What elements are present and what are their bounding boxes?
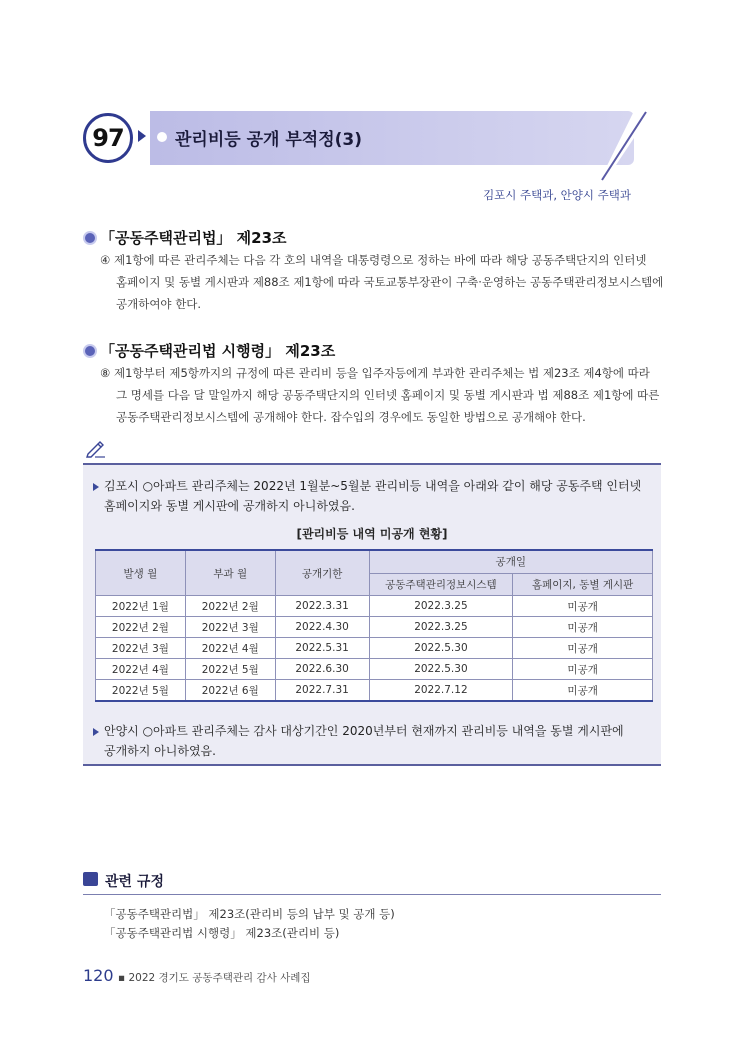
footer-text: ▪ 2022 경기도 공동주택관리 감사 사례집 [118, 972, 311, 984]
table-cell: 2022년 5월 [185, 659, 275, 680]
pen-note-icon [86, 440, 106, 458]
table-row [96, 659, 653, 680]
bullet-dot-icon [157, 132, 167, 142]
law-icon [83, 231, 97, 245]
section-line: ④ 제1항에 따른 관리주체는 다음 각 호의 내역을 대통령령으로 정하는 바에 따라 해당 공동주택단지의 인터넷 [100, 253, 647, 267]
table-cell: 2022.5.30 [369, 638, 513, 659]
finding-line: 김포시 ○아파트 관리주체는 2022년 1월분~5월분 관리비등 내역을 아래와 같이 해당 공동주택 인터넷 [104, 479, 642, 493]
table-cell: 미공개 [513, 638, 653, 659]
section-body [100, 249, 665, 315]
page-title: 관리비등 공개 부적정(3) [175, 130, 363, 150]
table-cell: 2022년 3월 [185, 617, 275, 638]
header-disclosure: 공개일 [369, 550, 652, 573]
table-cell: 2022년 6월 [185, 680, 275, 702]
header-month: 발생 월 [96, 550, 186, 596]
disclosure-table [95, 549, 653, 702]
table-cell: 2022.3.25 [369, 617, 513, 638]
section-body [100, 362, 665, 428]
finding-line: 홈페이지와 동별 게시판에 공개하지 아니하였음. [104, 499, 355, 513]
table-cell: 2022.7.31 [275, 680, 369, 702]
book-icon [83, 872, 98, 886]
table-row [96, 680, 653, 702]
title-slash-decoration [596, 108, 656, 188]
section-line: ⑧ 제1항부터 제5항까지의 규정에 따른 관리비 등을 입주자등에게 부과한 관리주체는 법 제23조 제4항에 따라 [100, 366, 650, 380]
agency-label: 김포시 주택과, 안양시 주택과 [483, 188, 631, 202]
table-cell: 미공개 [513, 680, 653, 702]
arrow-right-icon [138, 130, 146, 142]
table-cell: 2022.4.30 [275, 617, 369, 638]
bullet-arrow-icon [93, 728, 99, 736]
finding-line: 안양시 ○아파트 관리주체는 감사 대상기간인 2020년부터 현재까지 관리비등 내역을 동별 게시판에 [104, 724, 624, 738]
table-row [96, 617, 653, 638]
table-cell: 2022.5.31 [275, 638, 369, 659]
table-cell: 2022년 4월 [185, 638, 275, 659]
table-cell: 2022년 1월 [96, 596, 186, 617]
finding-text [104, 476, 652, 516]
header-deadline: 공개기한 [275, 550, 369, 596]
bullet-arrow-icon [93, 483, 99, 491]
header-system: 공동주택관리정보시스템 [369, 573, 513, 595]
table-cell: 미공개 [513, 617, 653, 638]
section-heading: 「공동주택관리법 시행령」 제23조 [100, 342, 336, 360]
table-title: [관리비등 내역 미공개 현황] [296, 527, 448, 541]
table-cell: 2022년 2월 [96, 617, 186, 638]
table-cell: 2022.3.31 [275, 596, 369, 617]
related-title: 관련 규정 [105, 874, 164, 890]
finding-text [104, 721, 652, 761]
table-cell: 미공개 [513, 659, 653, 680]
table-cell: 2022.3.25 [369, 596, 513, 617]
table-cell: 2022.7.12 [369, 680, 513, 702]
section-line: 공동주택관리정보시스템에 공개해야 한다. 잡수입의 경우에도 동일한 방법으로 공개해야 한다. [116, 410, 586, 424]
table-cell: 2022년 2월 [185, 596, 275, 617]
table-cell: 2022.6.30 [275, 659, 369, 680]
case-number: 97 [83, 113, 133, 163]
header-billing: 부과 월 [185, 550, 275, 596]
finding-line: 공개하지 아니하였음. [104, 744, 216, 758]
divider [83, 894, 661, 895]
section-line: 홈페이지 및 동별 게시판과 제88조 제1항에 따라 국토교통부장관이 구축·운영하는 공동주택관리정보시스템에 [116, 275, 664, 289]
table-cell: 2022년 4월 [96, 659, 186, 680]
table-row [96, 638, 653, 659]
related-item: 「공동주택관리법」 제23조(관리비 등의 납부 및 공개 등) [104, 907, 395, 921]
table-cell: 2022.5.30 [369, 659, 513, 680]
section-line: 공개하여야 한다. [116, 297, 202, 311]
section-line: 그 명세를 다음 달 말일까지 해당 공동주택단지의 인터넷 홈페이지 및 동별 게시판과 법 제88조 제1항에 따른 [116, 388, 660, 402]
table-cell: 2022년 3월 [96, 638, 186, 659]
header-homepage: 홈페이지, 동별 게시판 [513, 573, 653, 595]
table-row [96, 596, 653, 617]
law-icon [83, 344, 97, 358]
table-cell: 2022년 5월 [96, 680, 186, 702]
page-number: 120 [83, 966, 114, 985]
related-item: 「공동주택관리법 시행령」 제23조(관리비 등) [104, 926, 340, 940]
table-cell: 미공개 [513, 596, 653, 617]
section-heading: 「공동주택관리법」 제23조 [100, 229, 287, 247]
